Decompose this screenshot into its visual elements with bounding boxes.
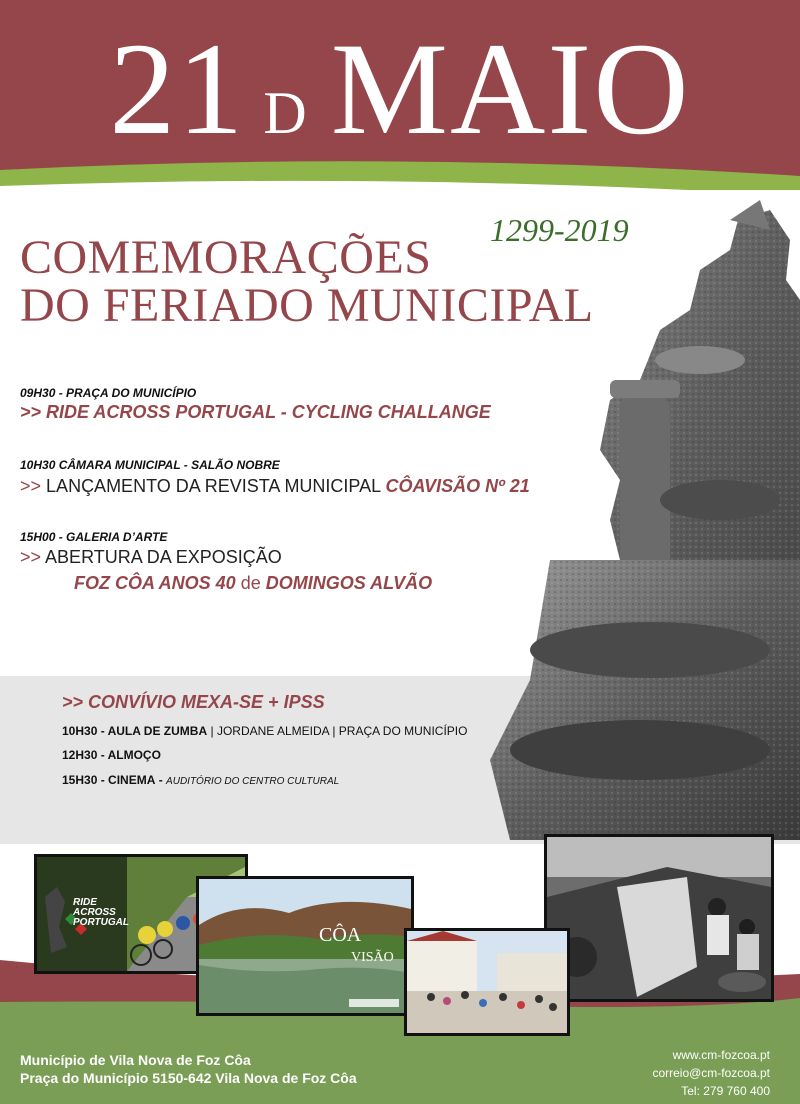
- website-link[interactable]: www.cm-fozcoa.pt: [672, 1048, 770, 1062]
- ride-logo-line-1: RIDE: [73, 897, 97, 908]
- convivio-row-3: [62, 773, 339, 787]
- coa-logo-a: CÔA: [319, 924, 362, 946]
- event-date-title: [0, 14, 800, 164]
- event-1-arrow: >>: [20, 402, 42, 422]
- date-connector: D: [263, 80, 307, 146]
- convivio-row-2-time: 12H30 - ALMOÇO: [62, 748, 161, 762]
- email-link[interactable]: correio@cm-fozcoa.pt: [652, 1066, 770, 1080]
- ride-logo-line-2: ACROSS: [73, 907, 116, 918]
- convivio-row-1-where: PRAÇA DO MUNICÍPIO: [338, 724, 468, 738]
- event-3-joiner: de: [240, 573, 261, 593]
- phone-number: Tel: 279 760 400: [681, 1084, 770, 1098]
- convivio-row-1-sep2: |: [332, 724, 336, 738]
- ride-logo-line-3: PORTUGAL: [73, 917, 129, 928]
- event-2-text: LANÇAMENTO DA REVISTA MUNICIPAL: [46, 476, 381, 496]
- coa-logo-b: VISÃO: [351, 950, 394, 965]
- event-3-line-1: [20, 547, 282, 568]
- title-line-2: DO FERIADO MUNICIPAL: [20, 279, 594, 332]
- convivio-row-1-time: 10H30 - AULA DE ZUMBA: [62, 724, 208, 738]
- convivio-row-3-sep: -: [158, 773, 163, 787]
- convivio-row-2: [62, 748, 161, 762]
- event-3-highlight-b: DOMINGOS ALVÃO: [265, 573, 433, 593]
- town-square-photo: [404, 928, 570, 1036]
- convivio-row-1: [62, 724, 467, 738]
- event-1-highlight: RIDE ACROSS PORTUGAL - CYCLING CHALLANGE: [46, 402, 491, 422]
- convivio-row-1-sep1: |: [210, 724, 214, 738]
- convivio-row-1-who: JORDANE ALMEIDA: [216, 724, 329, 738]
- event-3-time: 15H00 - GALERIA D’ARTE: [20, 530, 168, 544]
- event-3-highlight-a: FOZ CÔA ANOS 40: [74, 573, 236, 593]
- historic-grape-harvest-photo: [544, 834, 774, 1002]
- convivio-title: >> CONVÍVIO MEXA-SE + IPSS: [62, 692, 325, 712]
- coa-valley-photo: [196, 876, 414, 1016]
- event-1-time: 09H30 - PRAÇA DO MUNICÍPIO: [20, 386, 197, 400]
- years-range: 1299-2019: [490, 212, 629, 248]
- event-2-line: [20, 476, 530, 497]
- statue-base-image: [470, 560, 800, 840]
- date-month: MAIO: [330, 15, 691, 162]
- event-3-text: ABERTURA DA EXPOSIÇÃO: [45, 547, 282, 567]
- title-line-1: COMEMORAÇÕES: [20, 231, 432, 284]
- event-2-arrow: >>: [20, 476, 42, 496]
- date-day: 21: [109, 15, 246, 162]
- address-line-1: Município de Vila Nova de Foz Côa: [20, 1052, 251, 1068]
- convivio-row-3-time: 15H30 - CINEMA: [62, 773, 156, 787]
- event-2-highlight: CÔAVISÃO Nº 21: [385, 476, 530, 496]
- event-3-arrow: >>: [20, 547, 42, 567]
- event-2-time: 10H30 CÂMARA MUNICIPAL - SALÃO NOBRE: [20, 458, 280, 472]
- event-1-line: [20, 402, 491, 423]
- convivio-row-3-where: AUDITÓRIO DO CENTRO CULTURAL: [166, 776, 340, 787]
- event-3-line-2: [74, 573, 432, 594]
- address-line-2: Praça do Município 5150-642 Vila Nova de Foz Côa: [20, 1070, 357, 1086]
